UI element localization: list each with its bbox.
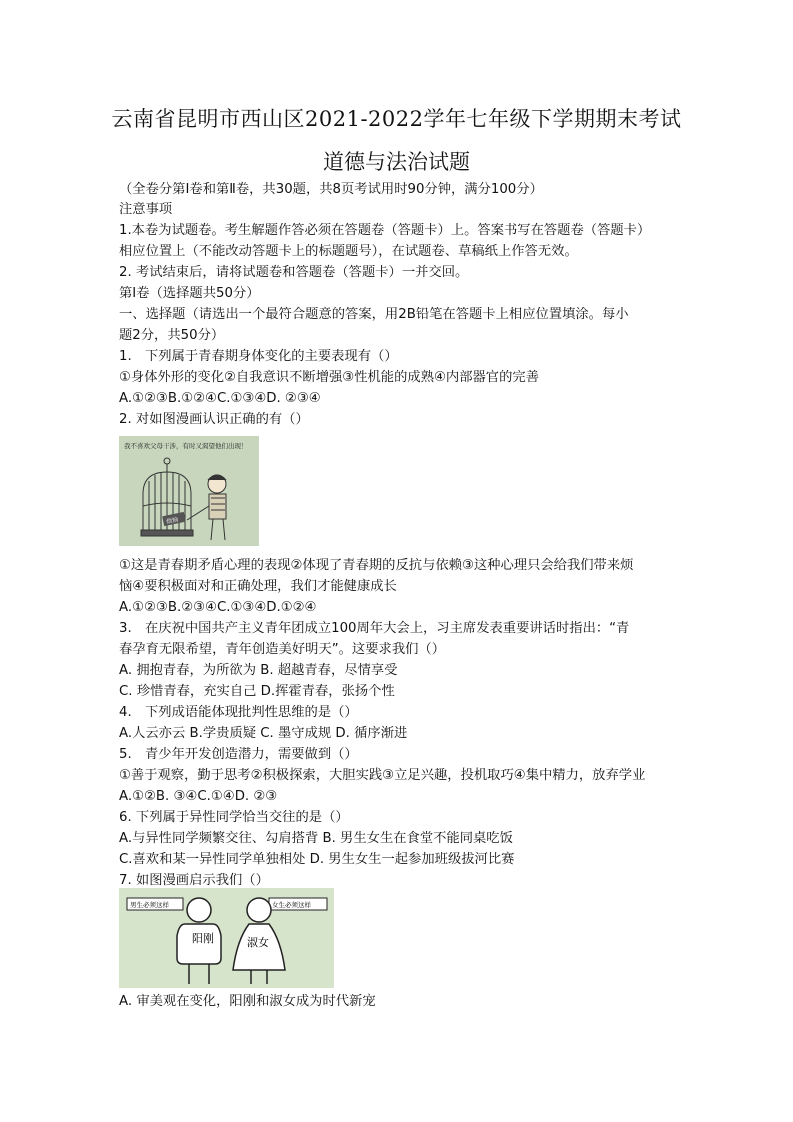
exam-subtitle: 道德与法治试题 <box>323 150 470 174</box>
question-4-options: A.人云亦云 B.学贵质疑 C. 墨守成规 D. 循序渐进 <box>119 726 408 741</box>
girl-label: 淑女 <box>247 936 269 949</box>
cartoon-gender-image <box>119 888 334 992</box>
question-3-options: A. 拥抱青春，为所欲为 B. 超越青春，尽情享受 <box>119 663 398 678</box>
question-1-options: A.①②③B.①②④C.①③④D. ②③④ <box>119 391 321 406</box>
question-2-statements: 恼④要积极面对和正确处理，我们才能健康成长 <box>119 579 397 594</box>
exam-info: （全卷分第Ⅰ卷和第Ⅱ卷，共30题，共8页考试用时90分钟，满分100分） <box>119 182 543 197</box>
question-5-options: A.①②B. ③④C.①④D. ②③ <box>119 789 278 804</box>
boy-sign: 男生必须这样 <box>130 901 169 909</box>
instruction-line: 一、选择题（请选出一个最符合题意的答案，用2B铅笔在答题卡上相应位置填涂。每小 <box>119 307 629 322</box>
boy-label-1: 阳刚 <box>192 932 214 945</box>
question-3: 春孕育无限希望，青年创造美好明天”。这要求我们（） <box>119 642 446 657</box>
question-4: 4. 下列成语能体现批判性思维的是（） <box>119 705 358 720</box>
question-3-options: C. 珍惜青春，充实自己 D.挥霍青春，张扬个性 <box>119 684 395 699</box>
question-2-options: A.①②③B.②③④C.①③④D.①②④ <box>119 600 317 615</box>
cage-label: 烦恼 <box>165 516 179 526</box>
instruction-line: 题2分，共50分） <box>119 328 225 343</box>
question-2: 2. 对如图漫画认识正确的有（） <box>119 412 309 427</box>
question-5: 5. 青少年开发创造潜力，需要做到（） <box>119 747 358 762</box>
question-6-options: A.与异性同学频繁交往、勾肩搭背 B. 男生女生在食堂不能同桌吃饭 <box>119 831 513 846</box>
notice-line: 2. 考试结束后，请将试题卷和答题卷（答题卡）一并交回。 <box>119 265 469 280</box>
question-7-option-a: A. 审美观在变化，阳刚和淑女成为时代新宠 <box>119 994 376 1009</box>
question-3: 3. 在庆祝中国共产主义青年团成立100周年大会上，习主席发表重要讲话时指出：“青 <box>119 621 630 636</box>
question-2-statements: ①这是青春期矛盾心理的表现②体现了青春期的反抗与依赖③这种心理只会给我们带来烦 <box>119 558 634 573</box>
notice-line: 相应位置上（不能改动答题卡上的标题题号），在试题卷、草稿纸上作答无效。 <box>119 244 578 259</box>
question-1-statements: ①身体外形的变化②自我意识不断增强③性机能的成熟④内部器官的完善 <box>119 370 539 385</box>
question-6: 6. 下列属于异性同学恰当交往的是（） <box>119 810 349 825</box>
notice-heading: 注意事项 <box>119 202 173 217</box>
cartoon-cage-image <box>119 436 259 550</box>
cartoon-caption: 我不喜欢父母干涉，有时又渴望他们出现！ <box>124 442 248 450</box>
girl-sign: 女生必须这样 <box>272 901 311 909</box>
question-5-statements: ①善于观察，勤于思考②积极探索，大胆实践③立足兴趣，投机取巧④集中精力，放弃学业 <box>119 768 646 783</box>
notice-line: 1.本卷为试题卷。考生解题作答必须在答题卷（答题卡）上。答案书写在答题卷（答题卡） <box>119 223 651 238</box>
question-1: 1. 下列属于青春期身体变化的主要表现有（） <box>119 349 398 364</box>
exam-title: 云南省昆明市西山区2021-2022学年七年级下学期期末考试 <box>111 107 682 131</box>
question-7: 7. 如图漫画启示我们（） <box>119 873 269 888</box>
question-6-options: C.喜欢和某一异性同学单独相处 D. 男生女生一起参加班级拔河比赛 <box>119 852 515 867</box>
section-heading: 第Ⅰ卷（选择题共50分） <box>119 286 260 301</box>
